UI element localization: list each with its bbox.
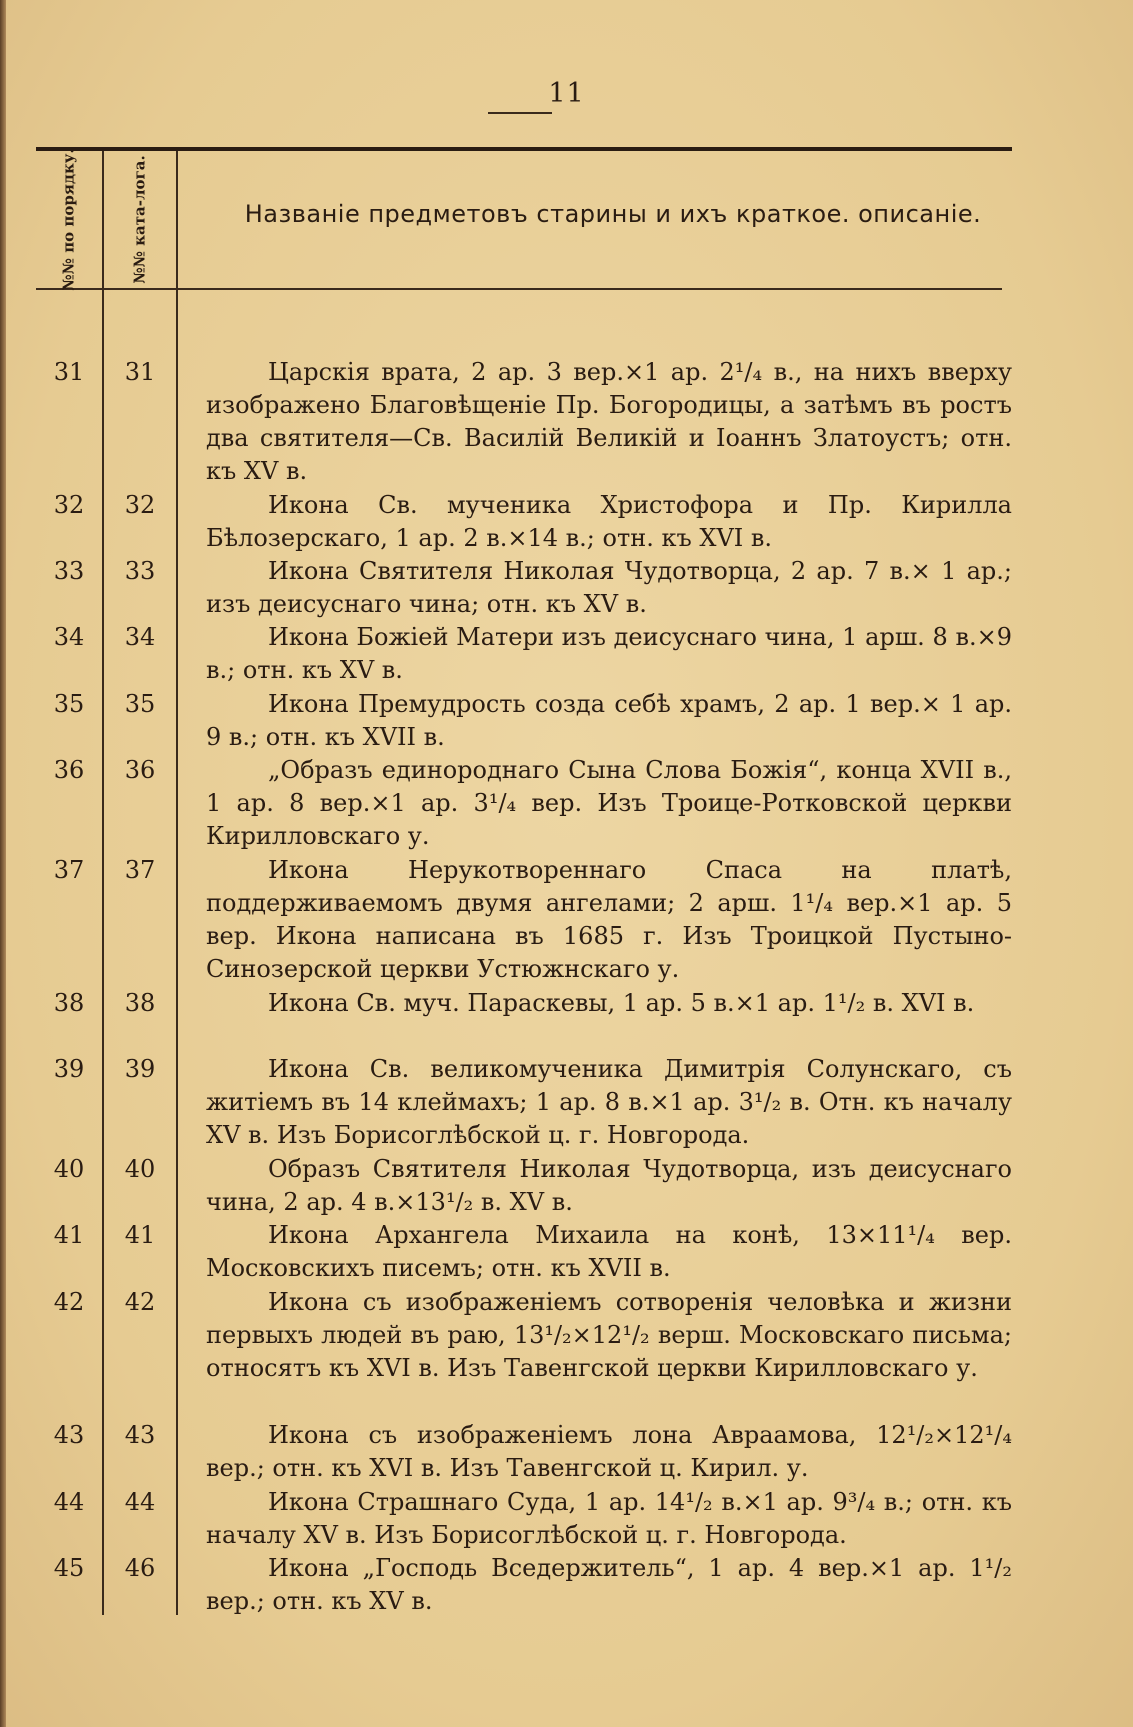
- page-number: 11: [548, 78, 585, 109]
- order-number: 37: [53, 856, 85, 884]
- order-number: 36: [53, 756, 85, 784]
- column-divider-2: [176, 151, 178, 1615]
- catalog-number: 33: [124, 557, 156, 585]
- table-header-rule: [36, 288, 1002, 290]
- item-description: Икона Страшнаго Суда, 1 ар. 14¹/₂ в.×1 ар. 9³/₄ в.; отн. къ началу XV в. Изъ Борисоглѣбской ц. г. Новгорода.: [206, 1488, 1012, 1549]
- catalog-number: 32: [124, 491, 156, 519]
- item-description: Царскія врата, 2 ар. 3 вер.×1 ар. 2¹/₄ в., на нихъ вверху изображено Благовѣщеніе Пр. Богородицы, а затѣмъ въ ростъ два святителя—Св. Василій Великій и Іоаннъ Златоустъ; отн. къ XV в.: [206, 358, 1012, 485]
- order-number: 43: [53, 1421, 85, 1449]
- order-number: 31: [53, 358, 85, 386]
- item-description: Икона Св. мученика Христофора и Пр. Кирилла Бѣлозерскаго, 1 ар. 2 в.×14 в.; отн. къ XVI в.: [206, 491, 1012, 552]
- catalog-number: 35: [124, 690, 156, 718]
- item-description: „Образъ единороднаго Сына Слова Божія“, конца XVII в., 1 ар. 8 вер.×1 ар. 3¹/₄ вер. Изъ Троице-Ротковской церкви Кирилловскаго у.: [206, 756, 1012, 850]
- catalog-number: 34: [124, 623, 156, 651]
- item-description: Икона „Господь Вседержитель“, 1 ар. 4 вер.×1 ар. 1¹/₂ вер.; отн. къ XV в.: [206, 1554, 1012, 1615]
- order-number: 38: [53, 989, 85, 1017]
- item-description: Икона съ изображеніемъ сотворенія человѣка и жизни первыхъ людей въ раю, 13¹/₂×12¹/₂ верш. Московскаго письма; относятъ къ XVI в. Изъ Тавенгской церкви Кирилловскаго у.: [206, 1288, 1012, 1382]
- order-number: 35: [53, 690, 85, 718]
- header-catalog-number: [104, 151, 176, 288]
- page-number-rule: [488, 112, 552, 114]
- item-description: Образъ Святителя Николая Чудотворца, изъ деисуснаго чина, 2 ар. 4 в.×13¹/₂ в. XV в.: [206, 1155, 1012, 1216]
- item-description: Икона Архангела Михаила на конѣ, 13×11¹/₄ вер. Московскихъ писемъ; отн. къ XVII в.: [206, 1221, 1012, 1282]
- item-description: Икона Божіей Матери изъ деисуснаго чина, 1 арш. 8 в.×9 в.; отн. къ XV в.: [206, 623, 1012, 684]
- order-number: 41: [53, 1221, 85, 1249]
- header-title: Названіе предметовъ старины и ихъ краткое. описаніе.: [244, 200, 982, 228]
- order-number: 33: [53, 557, 85, 585]
- catalog-number: 41: [124, 1221, 156, 1249]
- item-description: Икона Святителя Николая Чудотворца, 2 ар. 7 в.× 1 ар.; изъ деисуснаго чина; отн. къ XV в.: [206, 557, 1012, 618]
- catalog-number: 38: [124, 989, 156, 1017]
- order-number: 32: [53, 491, 85, 519]
- item-description: Икона Св. муч. Параскевы, 1 ар. 5 в.×1 ар. 1¹/₂ в. XVI в.: [268, 989, 975, 1017]
- catalog-number: 31: [124, 358, 156, 386]
- catalog-number: 40: [124, 1155, 156, 1183]
- page-binding-edge: [0, 0, 6, 1727]
- order-number: 40: [53, 1155, 85, 1183]
- order-number: 34: [53, 623, 85, 651]
- order-number: 44: [53, 1488, 85, 1516]
- header-order-number-label: №№ по порядку.: [59, 148, 78, 291]
- item-description: Икона Св. великомученика Димитрія Солунскаго, съ житіемъ въ 14 клеймахъ; 1 ар. 8 в.×1 ар. 3¹/₂ в. Отн. къ началу XV в. Изъ Борисоглѣбской ц. г. Новгорода.: [206, 1055, 1012, 1149]
- catalog-number: 37: [124, 856, 156, 884]
- catalog-number: 36: [124, 756, 156, 784]
- catalog-number: 46: [124, 1554, 156, 1582]
- header-catalog-number-label: №№ ката-лога.: [130, 155, 149, 284]
- order-number: 42: [53, 1288, 85, 1316]
- catalog-number: 39: [124, 1055, 156, 1083]
- item-description: Икона Премудрость созда себѣ храмъ, 2 ар. 1 вер.× 1 ар. 9 в.; отн. къ XVII в.: [206, 690, 1012, 751]
- order-number: 39: [53, 1055, 85, 1083]
- catalog-number: 43: [124, 1421, 156, 1449]
- catalog-number: 42: [124, 1288, 156, 1316]
- table-top-rule: [36, 147, 1012, 151]
- order-number: 45: [53, 1554, 85, 1582]
- header-order-number: [36, 148, 102, 291]
- item-description: Икона съ изображеніемъ лона Авраамова, 12¹/₂×12¹/₄ вер.; отн. къ XVI в. Изъ Тавенгской ц. Кирил. у.: [206, 1421, 1012, 1482]
- item-description: Икона Нерукотвореннаго Спаса на платѣ, поддерживаемомъ двумя ангелами; 2 арш. 1¹/₄ вер.×1 ар. 5 вер. Икона написана въ 1685 г. Изъ Троицкой Пустыно-Синозерской церкви Устюжнскаго у.: [206, 856, 1012, 983]
- catalog-number: 44: [124, 1488, 156, 1516]
